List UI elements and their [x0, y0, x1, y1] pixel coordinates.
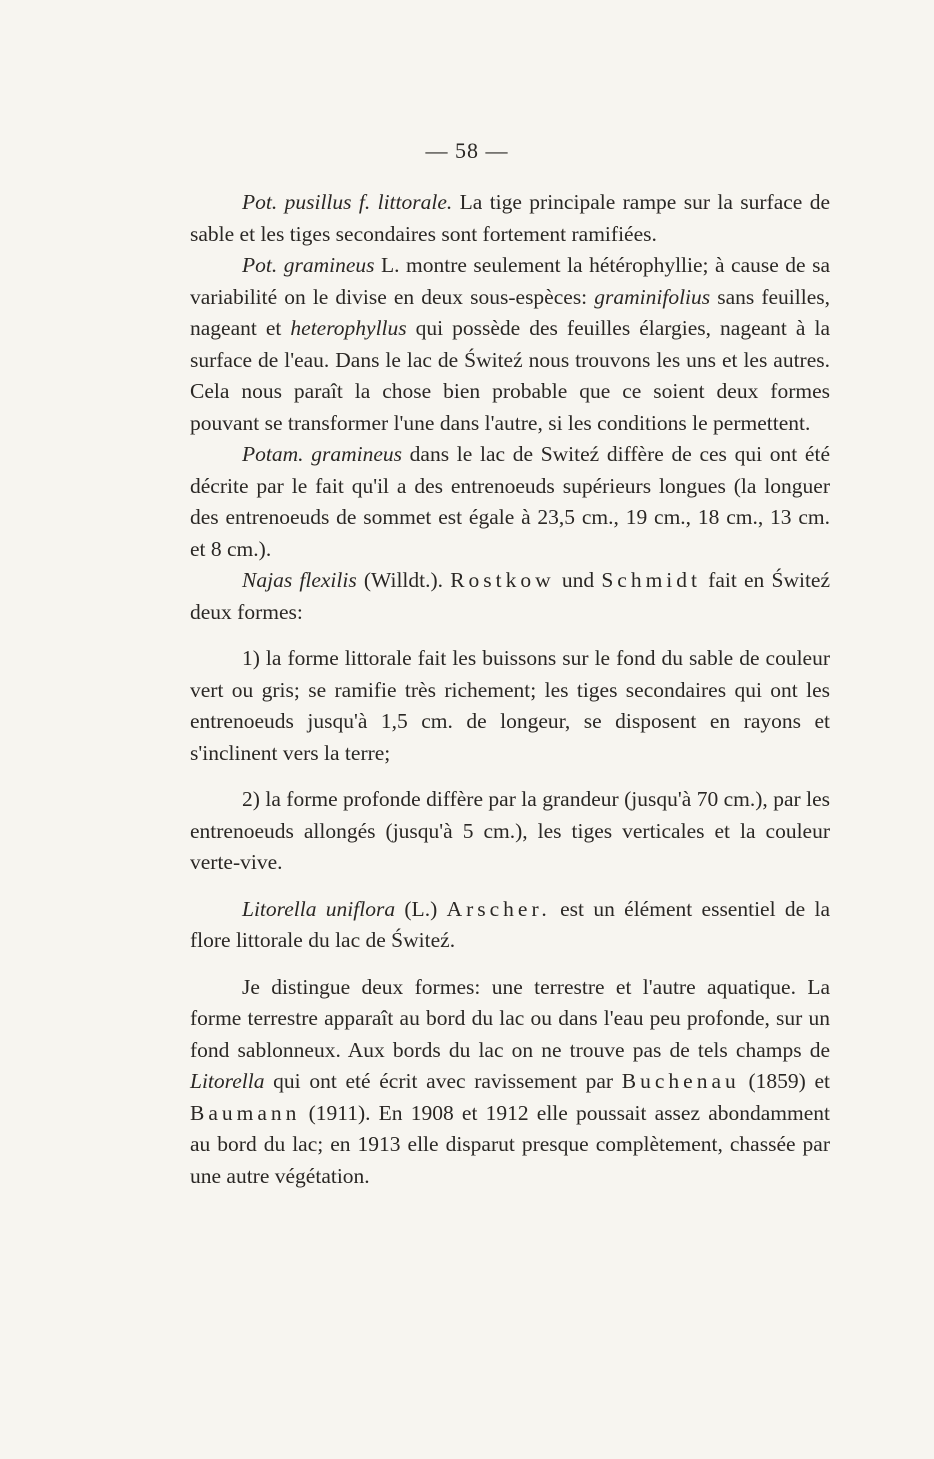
- taxon-name: graminifolius: [594, 284, 711, 309]
- text-run: qui possède des feuilles élargies, nageant à la surface de l'eau. Dans le lac de Świteź nous trouvons les uns et les autres. Cela nous paraît la chose bien probable que ce soient deux formes pouvant se transformer l'une dans l'autre, si les conditions le permettent.: [190, 316, 830, 435]
- taxon-name: Pot. gramineus: [242, 253, 375, 277]
- paragraph-p4: [190, 565, 830, 628]
- taxon-name: heterophyllus: [290, 316, 407, 340]
- text-run: sans feuilles, nageant et: [190, 284, 830, 340]
- text-run: L. montre seulement la hétérophyllie; à cause de sa variabilité on le divise en deux sous-espèces:: [190, 253, 830, 309]
- author-name: Schmidt: [601, 568, 701, 592]
- text-run: (L.): [395, 896, 447, 921]
- paragraph-p6: [190, 784, 830, 879]
- taxon-name: Litorella uniflora: [242, 896, 396, 921]
- text-run: 1) la forme littorale fait les buissons sur le fond du sable de couleur vert ou gris; se ramifie très richement; les tiges secondaires qui ont les entrenoeuds jusqu'à 1,5 cm. de longeur, se disposent en rayons et s'inclinent vers la terre;: [190, 646, 830, 765]
- text-run: Je distingue deux formes: une terrestre et l'autre aquatique. La forme terrestre apparaît au bord du lac ou dans l'eau peu profonde, sur un fond sablonneux. Aux bords du lac on ne trouve pas de tels champs de: [190, 974, 830, 1062]
- author-name: Baumann: [190, 1100, 301, 1125]
- text-run: La tige principale rampe sur la surface de sable et les tiges secondaires sont fortement ramifiées.: [190, 190, 830, 246]
- text-run: 2) la forme profonde diffère par la grandeur (jusqu'à 70 cm.), par les entrenoeuds allongés (jusqu'à 5 cm.), les tiges verticales et la couleur verte-vive.: [190, 787, 830, 874]
- paragraph-p7: [190, 894, 830, 957]
- taxon-name: Pot. pusillus f. littorale.: [242, 190, 453, 214]
- text-run: dans le lac de Switeź diffère de ces qui ont été décrite par le fait qu'il a des entrenoeuds supérieurs longues (la longuer des entrenoeuds de sommet est égale à 23,5 cm., 19 cm., 18 cm., 13 cm. et 8 cm.).: [190, 442, 830, 561]
- taxon-name: Potam. gramineus: [242, 442, 402, 466]
- body-text: [190, 187, 830, 1192]
- paragraph-p8: [190, 972, 830, 1193]
- author-name: Arscher.: [446, 896, 551, 921]
- text-run: est un élément essentiel de la flore littorale du lac de Świteź.: [190, 896, 831, 952]
- paragraph-p3: [190, 439, 830, 565]
- paragraph-p2: [190, 250, 830, 439]
- text-run: (1911). En 1908 et 1912 elle poussait assez abondamment au bord du lac; en 1913 elle disparut presque complètement, chassée par une autre végétation.: [190, 1100, 830, 1188]
- author-name: Rostkow: [450, 568, 555, 592]
- paragraph-p5: [190, 643, 830, 769]
- author-name: Buchenau: [621, 1069, 740, 1093]
- page-number: — 58 —: [425, 138, 509, 163]
- paragraph-p1: [190, 187, 830, 250]
- taxon-name: Najas flexilis: [242, 568, 357, 592]
- text-run: fait en Świteź deux formes:: [190, 568, 830, 624]
- text-run: qui ont eté écrit avec ravissement par: [264, 1069, 622, 1093]
- taxon-name: Litorella: [190, 1069, 265, 1093]
- text-run: (Willdt.).: [356, 568, 451, 592]
- text-run: und: [554, 568, 602, 592]
- text-run: (1859) et: [739, 1069, 830, 1093]
